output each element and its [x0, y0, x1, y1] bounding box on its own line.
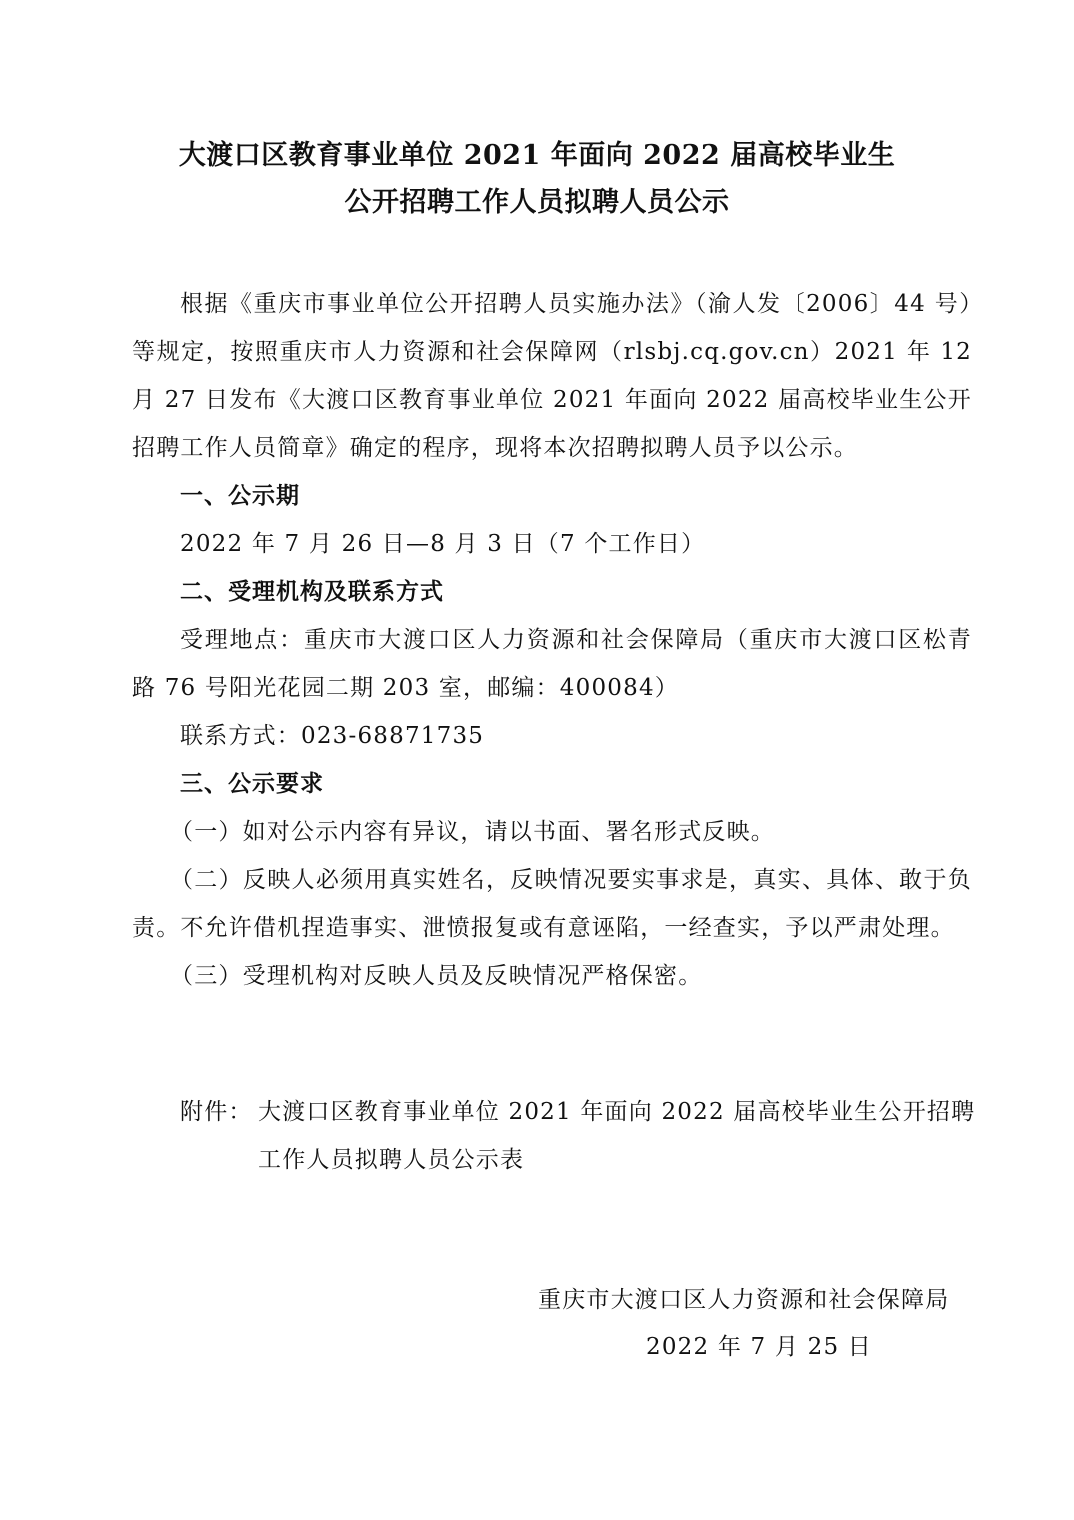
section-heading-contact: 二、受理机构及联系方式: [180, 578, 444, 605]
acceptance-address: 受理地点：重庆市大渡口区人力资源和社会保障局（重庆市大渡口区松青路 76 号阳光花园二期 203 室，邮编：400084）: [132, 627, 972, 701]
document-title-line2: 公开招聘工作人员拟聘人员公示: [344, 187, 730, 218]
document-title-line1: 大渡口区教育事业单位 2021 年面向 2022 届高校毕业生: [178, 140, 896, 171]
attachment-title-line2: 工作人员拟聘人员公示表: [258, 1147, 525, 1173]
issue-date: 2022 年 7 月 25 日: [646, 1334, 872, 1360]
section-heading-requirements: 三、公示要求: [180, 770, 324, 797]
attachment-label: 附件：: [180, 1099, 253, 1125]
contact-phone: 联系方式：023-68871735: [180, 723, 485, 749]
attachment-title: [258, 1088, 978, 1184]
requirement-item: （一）如对公示内容有异议，请以书面、署名形式反映。: [170, 819, 775, 845]
section-heading-period: 一、公示期: [180, 482, 300, 509]
issuing-organization: 重庆市大渡口区人力资源和社会保障局: [538, 1287, 950, 1313]
attachment-title-line1: 大渡口区教育事业单位 2021 年面向 2022 届高校毕业生公开招聘: [258, 1099, 976, 1125]
document-body: [132, 280, 972, 1000]
requirement-item: （三）受理机构对反映人员及反映情况严格保密。: [170, 963, 703, 989]
publicity-period: 2022 年 7 月 26 日—8 月 3 日（7 个工作日）: [180, 531, 706, 557]
intro-paragraph: 根据《重庆市事业单位公开招聘人员实施办法》（渝人发〔2006〕44 号）等规定，按照重庆市人力资源和社会保障网（rlsbj.cq.gov.cn）2021 年 12 月 27 日发布《大渡口区教育事业单位 2021 年面向 2022 届高校毕业生公开招聘工作人员简章》确定的程序，现将本次招聘拟聘人员予以公示。: [132, 291, 972, 461]
requirement-item: （二）反映人必须用真实姓名，反映情况要实事求是，真实、具体、敢于负责。不允许借机捏造事实、泄愤报复或有意诬陷，一经查实，予以严肃处理。: [132, 867, 972, 941]
